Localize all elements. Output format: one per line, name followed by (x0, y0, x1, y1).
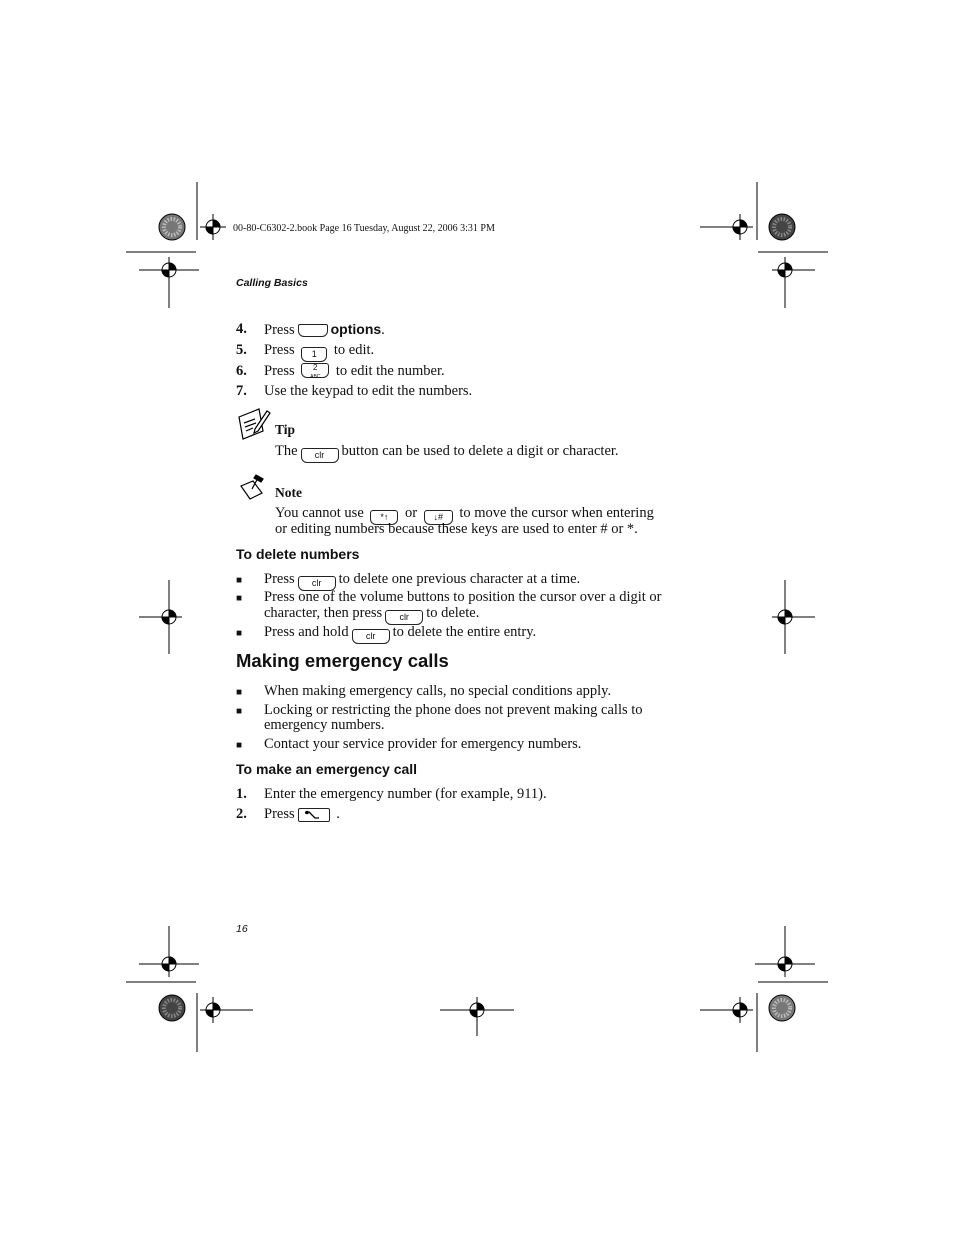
print-header: 00-80-C6302-2.book Page 16 Tuesday, August 22, 2006 3:31 PM (233, 223, 495, 234)
key-2-digit: 2 (313, 363, 318, 372)
key-2-letters: ABC (310, 374, 321, 380)
step-text: . (381, 322, 385, 338)
item-text: to delete the entire entry. (392, 624, 537, 640)
item-text: Press one of the volume buttons to position the cursor over a digit or (264, 589, 662, 605)
step-text: to edit. (333, 342, 375, 358)
step-text: Press (264, 342, 295, 358)
tip-text-pre: The (275, 443, 298, 459)
step-text: Use the keypad to edit the numbers. (264, 383, 473, 399)
step-number: 2. (236, 806, 247, 822)
emergency-heading: To make an emergency call (236, 761, 418, 777)
page-number: 16 (236, 923, 248, 935)
clr-key-icon: clr (298, 576, 336, 591)
tip-pencil-icon (237, 407, 271, 441)
bullet: ■ (236, 706, 243, 717)
section-title: Making emergency calls (236, 650, 449, 671)
soft-key-icon (298, 324, 328, 337)
step-text: Enter the emergency number (for example, 911). (264, 786, 547, 802)
step-number: 5. (236, 342, 247, 358)
step-text: . (336, 806, 340, 822)
note-text: to move the cursor when entering (459, 505, 654, 521)
item-text: Press and hold (264, 624, 349, 640)
step-text: Press (264, 322, 295, 338)
tip-label: Tip (275, 422, 296, 437)
step-number: 4. (236, 321, 247, 337)
item-text: emergency numbers. (264, 717, 385, 733)
tip-text-post: button can be used to delete a digit or character. (341, 443, 619, 459)
bullet: ■ (236, 628, 243, 639)
item-text: Press (264, 571, 295, 587)
key-1-icon: 1 (301, 347, 327, 362)
note-line-2: or editing numbers because these keys are used to enter # or *. (275, 521, 638, 537)
item-text: to delete one previous character at a time. (338, 571, 581, 587)
star-key-icon: *↑ (370, 510, 398, 525)
bullet: ■ (236, 575, 243, 586)
item-text: Locking or restricting the phone does not prevent making calls to (264, 702, 643, 718)
step-number: 7. (236, 383, 247, 399)
clr-key-icon: clr (352, 629, 390, 644)
item-text: character, then press (264, 605, 383, 621)
note-text: or (405, 505, 418, 521)
note-text: You cannot use (275, 505, 364, 521)
bullet: ■ (236, 740, 243, 751)
tip-text (275, 443, 619, 463)
step-number: 1. (236, 786, 247, 802)
running-head: Calling Basics (236, 277, 308, 289)
item-text: When making emergency calls, no special conditions apply. (264, 683, 612, 699)
options-label: options (330, 321, 382, 337)
step-text: Press (264, 363, 295, 379)
step-text: Press (264, 806, 295, 822)
note-label: Note (275, 485, 302, 500)
bullet: ■ (236, 593, 243, 604)
bullet: ■ (236, 687, 243, 698)
send-key-icon (298, 808, 330, 822)
item-text: to delete. (426, 605, 480, 621)
delete-heading: To delete numbers (236, 546, 360, 562)
hash-key-icon: ↓# (424, 510, 453, 525)
step-text: to edit the number. (335, 363, 445, 379)
step-number: 6. (236, 363, 247, 379)
key-2-icon (301, 363, 329, 378)
clr-key-icon: clr (301, 448, 339, 463)
clr-key-icon: clr (385, 610, 423, 625)
item-text: Contact your service provider for emergency numbers. (264, 736, 582, 752)
note-pin-icon (240, 473, 266, 501)
